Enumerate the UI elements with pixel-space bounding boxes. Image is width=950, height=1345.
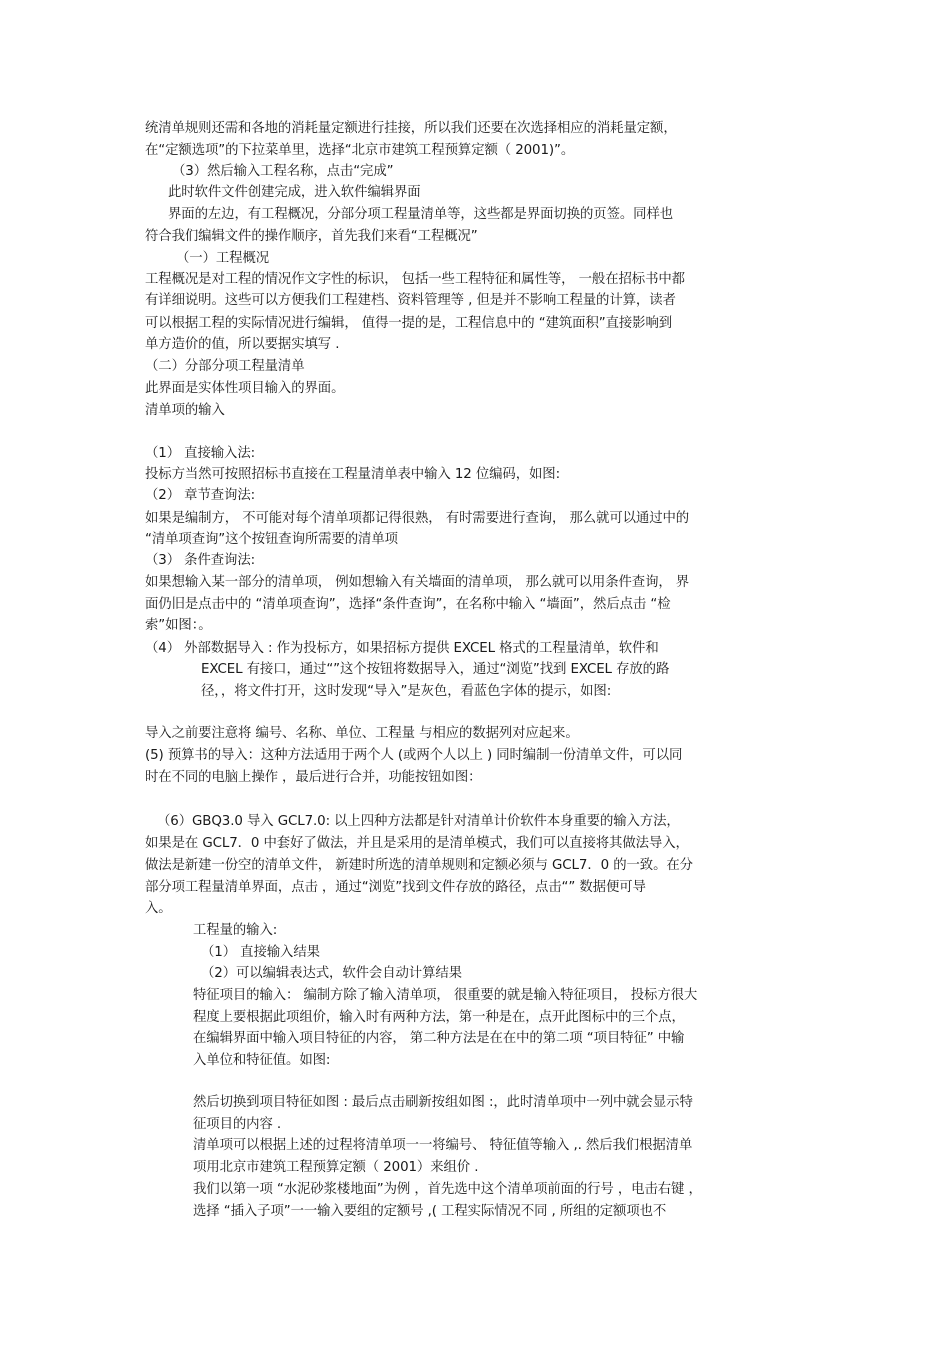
text-line: 选择 “插入子项”一一输入要组的定额号 ,( 工程实际情况不同 , 所组的定额项也不 bbox=[193, 1204, 667, 1219]
text-line: 特征项目的输入： 编制方除了输入清单项， 很重要的就是输入特征项目， 投标方很大 bbox=[193, 988, 698, 1003]
text-line: 清单项的输入 bbox=[145, 403, 225, 418]
section-heading: 工程量的输入: bbox=[193, 923, 278, 938]
section-heading: （一）工程概况 bbox=[176, 251, 270, 266]
text-line: 统清单规则还需和各地的消耗量定额进行挂接，所以我们还要在次选择相应的消耗量定额， bbox=[145, 121, 677, 136]
text-line: 在编辑界面中输入项目特征的内容， 第二种方法是在在中的第二项 “项目特征” 中输 bbox=[193, 1031, 685, 1046]
text-line: 如果是在 GCL7．0 中套好了做法，并且是采用的是清单模式，我们可以直接将其做法导入， bbox=[145, 836, 689, 851]
text-line: （4） 外部数据导入 : 作为投标方，如果招标方提供 EXCEL 格式的工程量清单，软件和 bbox=[145, 641, 659, 656]
text-line: （1） 直接输入法: bbox=[145, 446, 256, 461]
text-line: (5) 预算书的导入：这种方法适用于两个人 (或两个人以上 ) 同时编制一份清单文件，可以同 bbox=[145, 748, 683, 763]
text-line: 此时软件文件创建完成，进入软件编辑界面 bbox=[168, 185, 421, 200]
text-line: 入单位和特征值。如图: bbox=[193, 1053, 331, 1068]
text-line: 项用北京市建筑工程预算定额（ 2001）来组价 . bbox=[193, 1160, 479, 1175]
text-line: 有详细说明。这些可以方便我们工程建档、资料管理等 , 但是并不影响工程量的计算，读者 bbox=[145, 293, 676, 308]
text-line: EXCEL 有接口，通过“”这个按钮将数据导入，通过“浏览”找到 EXCEL 存放的路 bbox=[201, 662, 670, 677]
text-line: 导入之前要注意将 编号、名称、单位、工程量 与相应的数据列对应起来。 bbox=[145, 726, 579, 741]
text-line: （3）然后输入工程名称，点击“完成” bbox=[172, 164, 394, 179]
text-line: （6）GBQ3.0 导入 GCL7.0: 以上四种方法都是针对清单计价软件本身重要的输入方法， bbox=[157, 814, 680, 829]
text-line: 部分项工程量清单界面，点击 ，通过“浏览”找到文件存放的路径，点击“” 数据便可导 bbox=[145, 880, 646, 895]
text-line: 然后切换到项目特征如图 : 最后点击刷新按组如图 :，此时清单项中一列中就会显示特 bbox=[193, 1095, 693, 1110]
text-line: 索”如图：。 bbox=[145, 618, 212, 633]
text-line: （3） 条件查询法: bbox=[145, 553, 256, 568]
text-line: 做法是新建一份空的清单文件， 新建时所选的清单规则和定额必须与 GCL7．0 的一致。在分 bbox=[145, 858, 693, 873]
text-line: 投标方当然可按照招标书直接在工程量清单表中输入 12 位编码，如图: bbox=[145, 467, 560, 482]
text-line: 如果是编制方， 不可能对每个清单项都记得很熟， 有时需要进行查询， 那么就可以通过中的 bbox=[145, 511, 690, 526]
text-line: 可以根据工程的实际情况进行编辑， 值得一提的是，工程信息中的 “建筑面积”直接影响到 bbox=[145, 316, 673, 331]
text-line: 入。 bbox=[145, 901, 172, 916]
text-line: 在“定额选项”的下拉菜单里，选择“北京市建筑工程预算定额（ 2001)”。 bbox=[145, 143, 575, 158]
text-line: 符合我们编辑文件的操作顺序，首先我们来看“工程概况” bbox=[145, 229, 478, 244]
text-line: 此界面是实体性项目输入的界面。 bbox=[145, 381, 345, 396]
text-line: 我们以第一项 “水泥砂浆楼地面”为例 ，首先选中这个清单项前面的行号 ，电击右键 ， bbox=[193, 1182, 702, 1197]
text-line: （1） 直接输入结果 bbox=[201, 945, 320, 960]
text-line: 时在不同的电脑上操作 ，最后进行合并，功能按钮如图： bbox=[145, 770, 482, 785]
section-heading: （二）分部分项工程量清单 bbox=[145, 359, 305, 374]
text-line: 如果想输入某一部分的清单项， 例如想输入有关墙面的清单项， 那么就可以用条件查询， 界 bbox=[145, 575, 690, 590]
text-line: 工程概况是对工程的情况作文字性的标识， 包括一些工程特征和属性等， 一般在招标书中都 bbox=[145, 272, 685, 287]
text-line: “清单项查询”这个按钮查询所需要的清单项 bbox=[145, 532, 398, 547]
text-line: 面仍旧是点击中的 “清单项查询”，选择“条件查询”，在名称中输入 “墙面”，然后点击 “检 bbox=[145, 597, 671, 612]
text-line: 征项目的内容 . bbox=[193, 1117, 282, 1132]
text-line: 界面的左边，有工程概况，分部分项工程量清单等，这些都是界面切换的页签。同样也 bbox=[168, 207, 674, 222]
text-line: 程度上要根据此项组价，输入时有两种方法，第一种是在，点开此图标中的三个点， bbox=[193, 1010, 685, 1025]
text-line: 径，，将文件打开，这时发现“导入”是灰色，看蓝色字体的提示，如图: bbox=[201, 684, 612, 699]
text-line: （2）可以编辑表达式，软件会自动计算结果 bbox=[201, 966, 462, 981]
text-line: （2） 章节查询法: bbox=[145, 488, 256, 503]
text-line: 清单项可以根据上述的过程将清单项一一将编号、 特征值等输入 ,. 然后我们根据清单 bbox=[193, 1138, 693, 1153]
text-line: 单方造价的值，所以要据实填写 . bbox=[145, 337, 340, 352]
